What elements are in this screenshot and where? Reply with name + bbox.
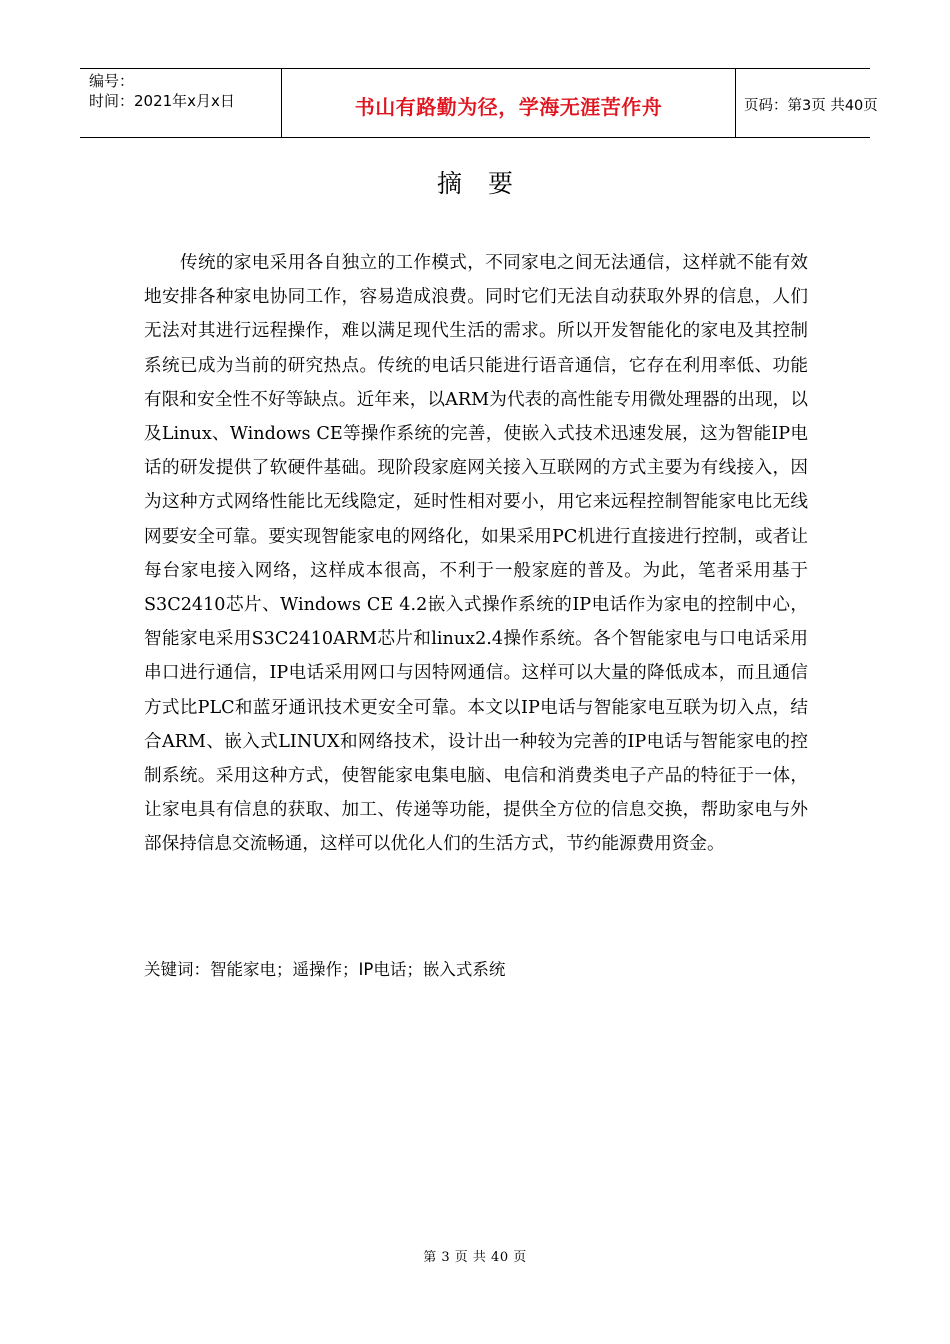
header-motto: 书山有路勤为径，学海无涯苦作舟 xyxy=(354,94,663,119)
header-motto-cell xyxy=(282,69,736,137)
keywords-line: 关键词：智能家电；遥操作；IP电话；嵌入式系统 xyxy=(144,960,506,979)
header-page-cell xyxy=(736,69,878,137)
page-footer: 第 3 页 共 40 页 xyxy=(423,1250,527,1265)
document-number-label: 编号： xyxy=(89,72,135,90)
document-date: 时间：2021年x月x日 xyxy=(89,92,235,110)
abstract-title: 摘要 xyxy=(436,169,539,198)
header-meta-cell xyxy=(80,69,282,137)
header-table xyxy=(80,68,878,138)
header-page-info: 页码：第3页 共40页 xyxy=(744,97,878,114)
abstract-body xyxy=(144,246,808,862)
abstract-paragraph: 传统的家电采用各自独立的工作模式，不同家电之间无法通信，这样就不能有效地安排各种家电协同工作，容易造成浪费。同时它们无法自动获取外界的信息，人们无法对其进行远程操作，难以满足现代生活的需求。所以开发智能化的家电及其控制系统已成为当前的研究热点。传统的电话只能进行语音通信，它存在利用率低、功能有限和安全性不好等缺点。近年来，以ARM为代表的高性能专用微处理器的出现，以及Linux、Windows CE等操作系统的完善，使嵌入式技术迅速发展，这为智能IP电话的研发提供了软硬件基础。现阶段家庭网关接入互联网的方式主要为有线接入，因为这种方式网络性能比无线隐定，延时性相对要小，用它来远程控制智能家电比无线网要安全可靠。要实现智能家电的网络化，如果采用PC机进行直接进行控制，或者让每台家电接入网络，这样成本很高，不利于一般家庭的普及。为此，笔者采用基于S3C2410芯片、Windows CE 4.2嵌入式操作系统的IP电话作为家电的控制中心，智能家电采用S3C2410ARM芯片和linux2.4操作系统。各个智能家电与口电话采用串口进行通信，IP电话采用网口与因特网通信。这样可以大量的降低成本，而且通信方式比PLC和蓝牙通讯技术更安全可靠。本文以IP电话与智能家电互联为切入点，结合ARM、嵌入式LINUX和网络技术，设计出一种较为完善的IP电话与智能家电的控制系统。采用这种方式，使智能家电集电脑、电信和消费类电子产品的特征于一体，让家电具有信息的获取、加工、传递等功能，提供全方位的信息交换，帮助家电与外部保持信息交流畅通，这样可以优化人们的生活方式，节约能源费用资金。 xyxy=(144,253,808,855)
